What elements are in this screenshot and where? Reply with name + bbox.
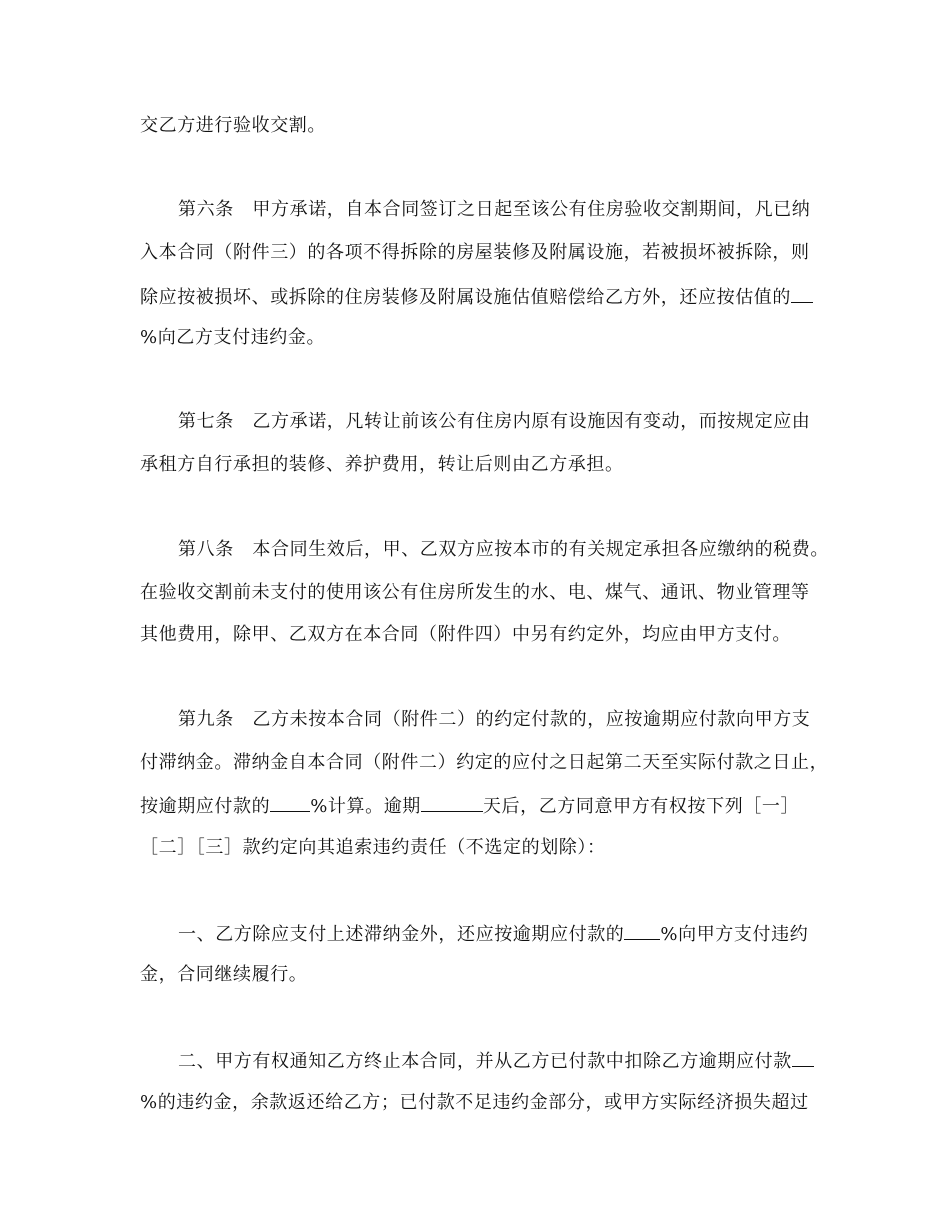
fill-in-blank[interactable]: [421, 793, 483, 812]
clause-1-line-1-text-a: 一、乙方除应支付上述滞纳金外，还应按逾期应付款的: [178, 924, 625, 945]
fill-in-blank[interactable]: [792, 1048, 814, 1067]
article-9-line-4: ［二］［三］款约定向其追索违约责任（不选定的划除）：: [140, 837, 606, 858]
article-6-line-3: [140, 284, 813, 310]
article-6-line-3-text: 除应按被损坏、或拆除的住房装修及附属设施估值赔偿给乙方外，还应按估值的: [140, 287, 791, 308]
article-9-line-3-text-a: 按逾期应付款的: [140, 796, 271, 817]
fill-in-blank[interactable]: [624, 921, 660, 940]
article-9-line-1: 第九条 乙方未按本合同（附件二）的约定付款的，应按逾期应付款向甲方支: [178, 709, 811, 730]
article-7-line-1: 第七条 乙方承诺，凡转让前该公有住房内原有设施因有变动，而按规定应由: [178, 411, 811, 432]
fill-in-blank[interactable]: [791, 284, 813, 303]
article-6-line-1: 第六条 甲方承诺，自本合同签订之日起至该公有住房验收交割期间，凡已纳: [178, 199, 811, 220]
article-9-line-3-text-b: %计算。逾期: [310, 796, 421, 817]
clause-1-line-1-text-b: %向甲方支付违约: [660, 924, 809, 945]
text-line: 交乙方进行验收交割。: [140, 115, 326, 136]
clause-2-line-2: %的违约金，余款返还给乙方；已付款不足违约金部分，或甲方实际经济损失超过: [140, 1092, 809, 1113]
clause-2-line-1-text: 二、甲方有权通知乙方终止本合同，并从乙方已付款中扣除乙方逾期应付款: [178, 1051, 792, 1072]
article-9-line-2: 付滞纳金。滞纳金自本合同（附件二）约定的应付之日起第二天至实际付款之日止，: [140, 752, 829, 773]
article-6-line-2: 入本合同（附件三）的各项不得拆除的房屋装修及附属设施，若被损坏被拆除，则: [140, 242, 810, 263]
article-9-line-3-text-c: 天后，乙方同意甲方有权按下列［一］: [482, 796, 800, 817]
article-8-line-1: 第八条 本合同生效后，甲、乙双方应按本市的有关规定承担各应缴纳的税费。: [178, 539, 829, 560]
article-9-line-3: [140, 793, 799, 819]
article-8-line-2: 在验收交割前未支付的使用该公有住房所发生的水、电、煤气、通讯、物业管理等: [140, 582, 810, 603]
clause-1-line-1: [178, 921, 808, 947]
fill-in-blank[interactable]: [270, 793, 310, 812]
article-6-line-4: %向乙方支付违约金。: [140, 327, 326, 348]
clause-2-line-1: [178, 1048, 814, 1074]
clause-1-line-2: 金，合同继续履行。: [140, 964, 308, 985]
article-7-line-2: 承租方自行承担的装修、养护费用，转让后则由乙方承担。: [140, 454, 624, 475]
article-8-line-3: 其他费用，除甲、乙双方在本合同（附件四）中另有约定外，均应由甲方支付。: [140, 624, 791, 645]
